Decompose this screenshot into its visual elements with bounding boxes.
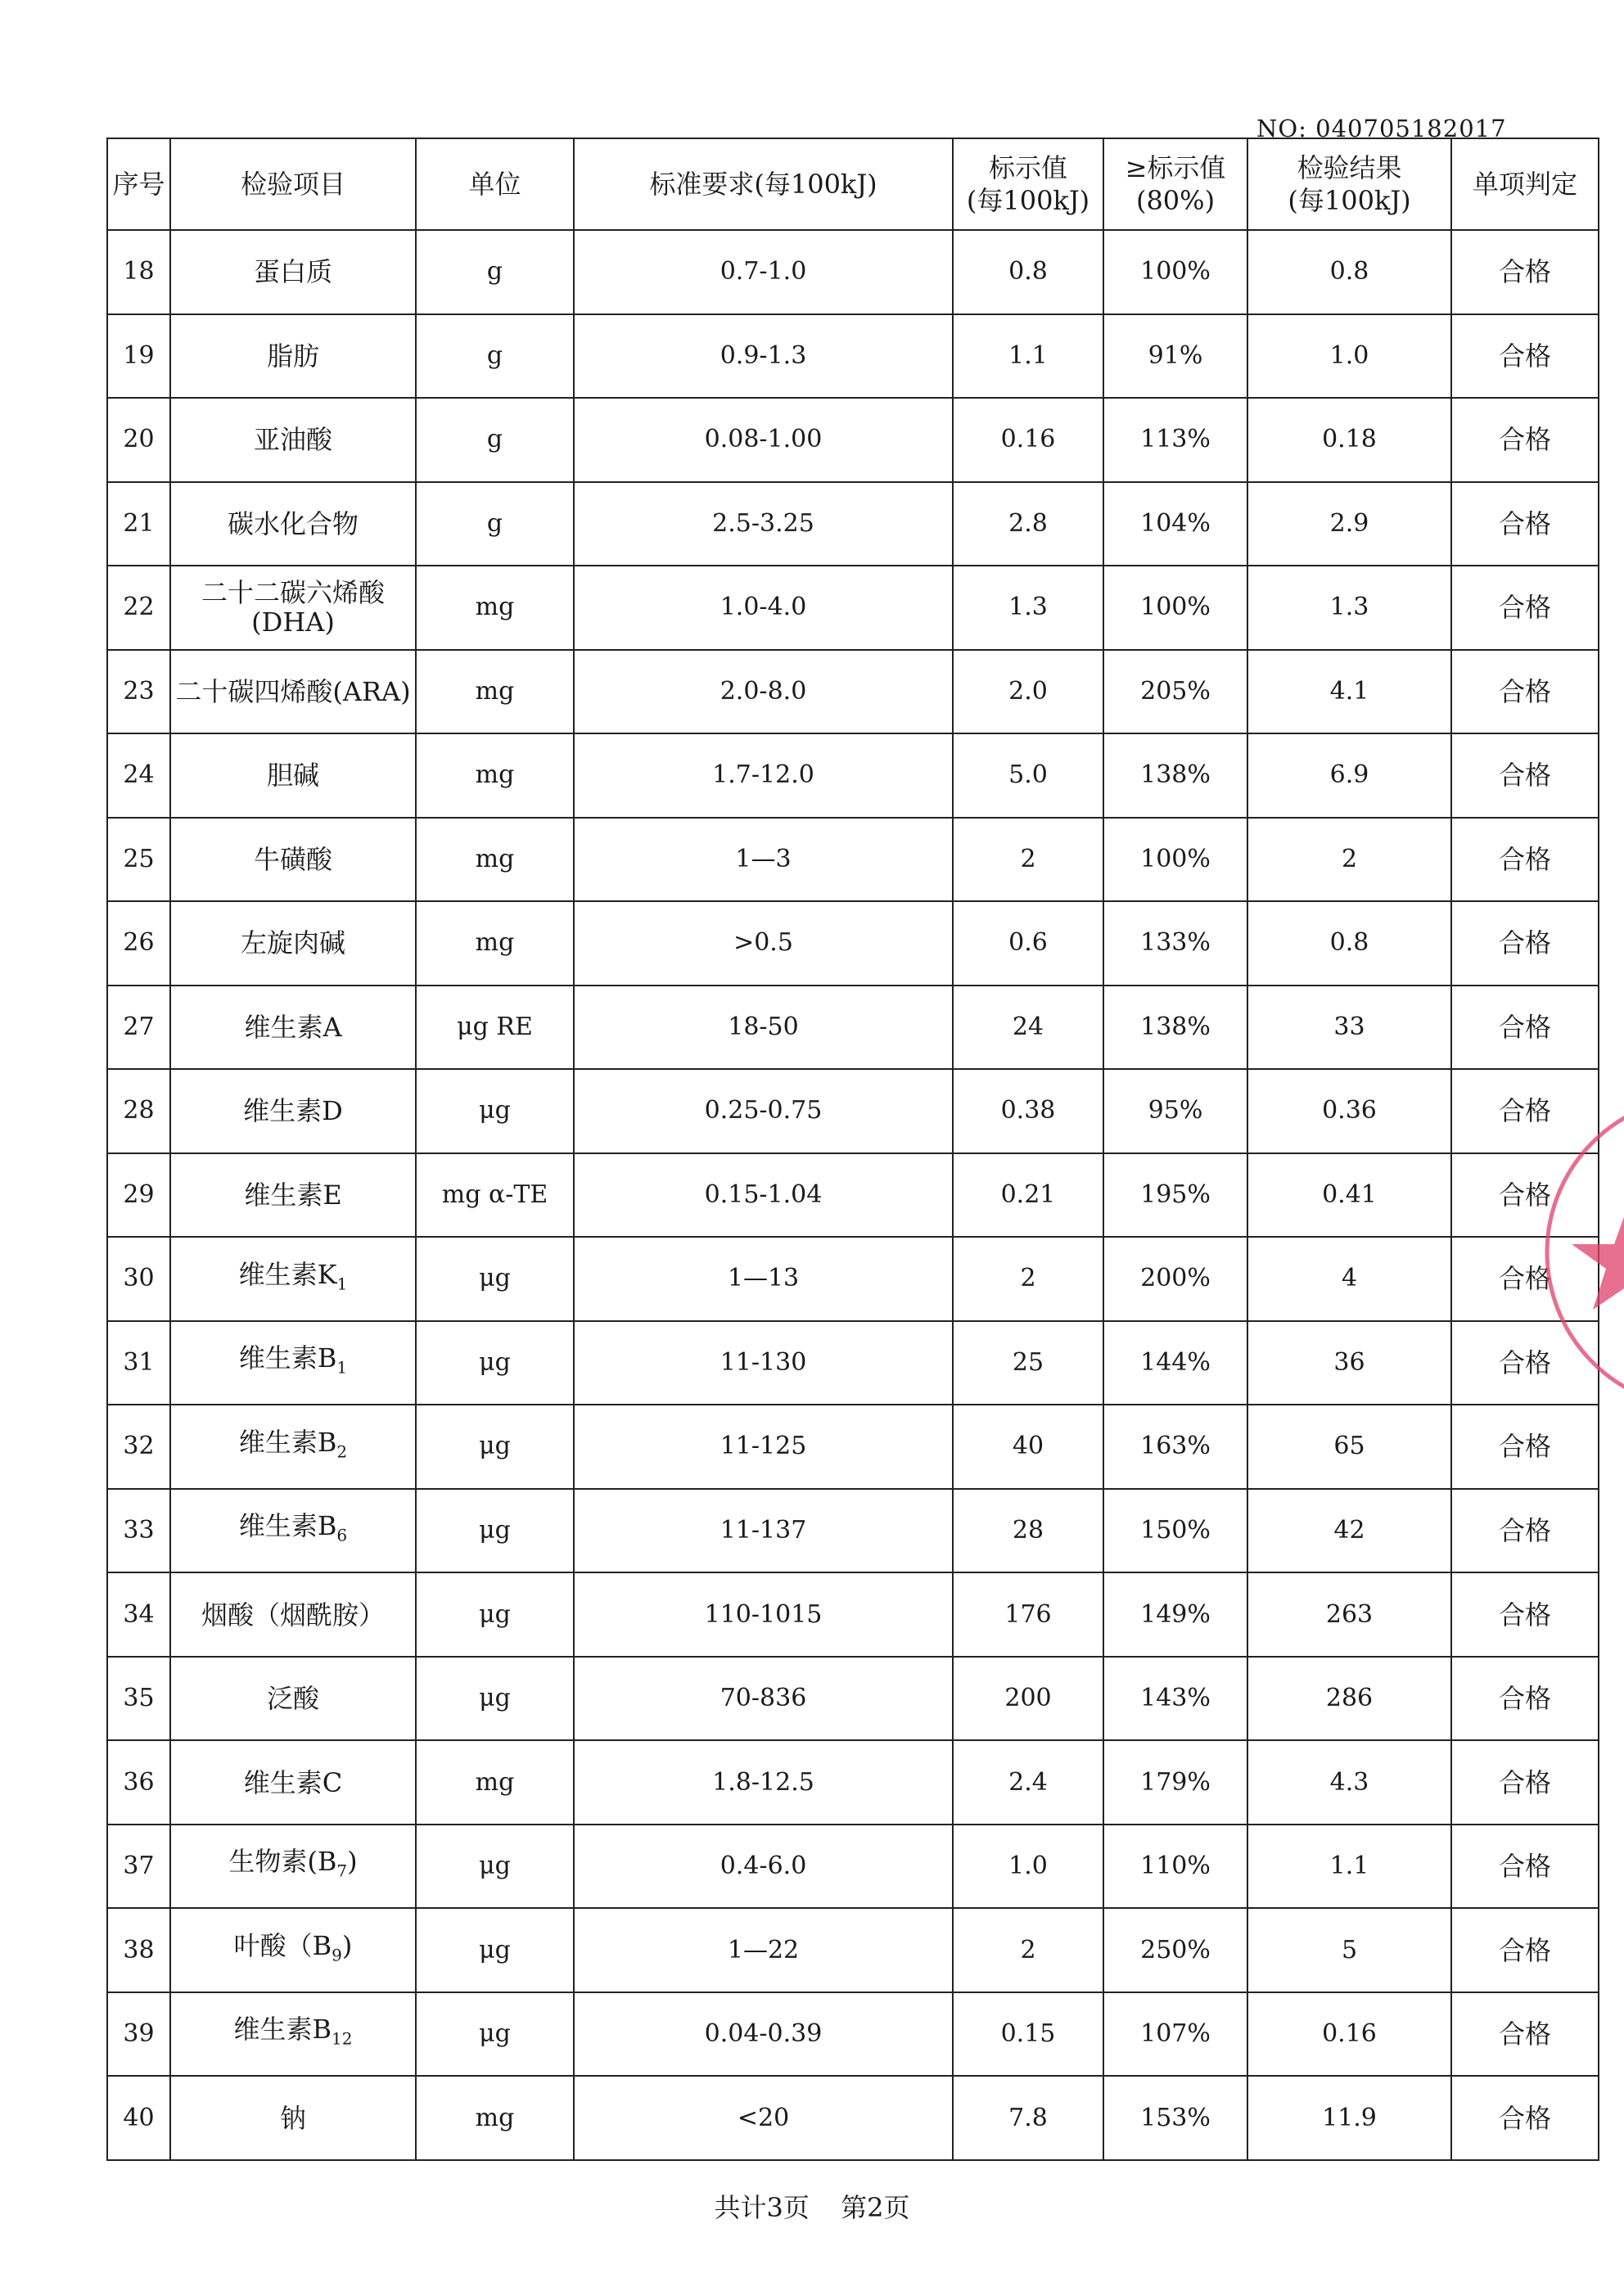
item-subscript: 1 (336, 1274, 348, 1294)
cell-no: 38 (107, 1908, 170, 1992)
cell-verdict: 合格 (1451, 733, 1599, 818)
header-no: 序号 (107, 138, 170, 230)
cell-standard: 2.0-8.0 (574, 650, 953, 734)
item-name: 胆碱 (266, 760, 319, 792)
item-subscript: 7 (336, 1861, 348, 1881)
cell-pct: 133% (1103, 901, 1247, 986)
table-row (107, 986, 1599, 1070)
report-number: NO: 040705182017 (1256, 115, 1507, 142)
cell-result: 1.1 (1247, 1825, 1451, 1909)
cell-standard: 11-125 (574, 1405, 953, 1489)
table-row (107, 1405, 1599, 1489)
cell-unit: mg (416, 901, 574, 986)
cell-label-value: 2.4 (953, 1740, 1103, 1825)
table-row (107, 1153, 1599, 1238)
cell-label-value: 0.6 (953, 901, 1103, 986)
item-name: 脂肪 (266, 340, 319, 372)
cell-pct: 150% (1103, 1489, 1247, 1573)
cell-pct: 91% (1103, 314, 1247, 399)
cell-verdict: 合格 (1451, 650, 1599, 734)
cell-verdict: 合格 (1451, 1237, 1599, 1321)
cell-no: 19 (107, 314, 170, 399)
item-name: 碳水化合物 (227, 507, 359, 539)
table-row (107, 1321, 1599, 1405)
cell-pct: 143% (1103, 1657, 1247, 1741)
cell-standard: 0.04-0.39 (574, 1992, 953, 2077)
cell-verdict: 合格 (1451, 482, 1599, 566)
cell-item (170, 1153, 416, 1238)
cell-unit: μg (416, 1908, 574, 1992)
header-standard: 标准要求(每100kJ) (574, 138, 953, 230)
table-row (107, 1740, 1599, 1825)
cell-standard: 70-836 (574, 1657, 953, 1741)
cell-item (170, 818, 416, 902)
table-row (107, 1825, 1599, 1909)
cell-unit: mg (416, 2076, 574, 2160)
cell-item (170, 901, 416, 986)
item-name: 维生素B (238, 1342, 337, 1374)
total-pages: 共计3页 (714, 2192, 810, 2223)
table-row (107, 1489, 1599, 1573)
cell-unit: μg (416, 1657, 574, 1741)
cell-verdict: 合格 (1451, 818, 1599, 902)
table-row (107, 398, 1599, 482)
cell-no: 29 (107, 1153, 170, 1238)
cell-pct: 138% (1103, 986, 1247, 1070)
cell-label-value: 7.8 (953, 2076, 1103, 2160)
cell-verdict: 合格 (1451, 1321, 1599, 1405)
cell-standard: 1—13 (574, 1237, 953, 1321)
cell-pct: 110% (1103, 1825, 1247, 1909)
cell-verdict: 合格 (1451, 2076, 1599, 2160)
item-subscript: 6 (336, 1525, 348, 1545)
cell-item (170, 1321, 416, 1405)
cell-verdict: 合格 (1451, 986, 1599, 1070)
cell-result: 5 (1247, 1908, 1451, 1992)
cell-verdict: 合格 (1451, 566, 1599, 650)
cell-verdict: 合格 (1451, 1740, 1599, 1825)
cell-label-value: 1.3 (953, 566, 1103, 650)
table-row (107, 818, 1599, 902)
cell-label-value: 0.15 (953, 1992, 1103, 2077)
header-result: 检验结果 (每100kJ) (1247, 138, 1451, 230)
cell-no: 20 (107, 398, 170, 482)
cell-standard: 0.25-0.75 (574, 1069, 953, 1153)
cell-no: 23 (107, 650, 170, 734)
cell-label-value: 0.16 (953, 398, 1103, 482)
cell-result: 4 (1247, 1237, 1451, 1321)
item-name: 维生素C (243, 1766, 343, 1798)
item-name: 维生素B (238, 1510, 337, 1542)
table-row (107, 2076, 1599, 2160)
cell-verdict: 合格 (1451, 901, 1599, 986)
cell-result: 0.8 (1247, 230, 1451, 314)
table-row (107, 1992, 1599, 2077)
cell-item (170, 566, 416, 650)
cell-standard: 1.7-12.0 (574, 733, 953, 818)
cell-unit: mg (416, 1740, 574, 1825)
cell-label-value: 2.8 (953, 482, 1103, 566)
item-subscript: 12 (332, 2028, 353, 2049)
table-row (107, 733, 1599, 818)
cell-item (170, 1908, 416, 1992)
test-results-table (106, 138, 1599, 2161)
header-unit: 单位 (416, 138, 574, 230)
cell-label-value: 24 (953, 986, 1103, 1070)
table-row (107, 1908, 1599, 1992)
cell-label-value: 25 (953, 1321, 1103, 1405)
cell-unit: g (416, 482, 574, 566)
cell-pct: 138% (1103, 733, 1247, 818)
header-pct: ≥标示值 (80%) (1103, 138, 1247, 230)
cell-result: 11.9 (1247, 2076, 1451, 2160)
header-item: 检验项目 (170, 138, 416, 230)
cell-item (170, 2076, 416, 2160)
cell-no: 30 (107, 1237, 170, 1321)
cell-label-value: 2 (953, 1908, 1103, 1992)
current-page: 第2页 (841, 2192, 910, 2223)
table-row (107, 901, 1599, 986)
cell-standard: 18-50 (574, 986, 953, 1070)
cell-standard: 11-130 (574, 1321, 953, 1405)
cell-no: 36 (107, 1740, 170, 1825)
cell-unit: μg (416, 1405, 574, 1489)
cell-no: 18 (107, 230, 170, 314)
cell-unit: g (416, 230, 574, 314)
cell-label-value: 2.0 (953, 650, 1103, 734)
page-footer (0, 2187, 1624, 2225)
cell-verdict: 合格 (1451, 1069, 1599, 1153)
cell-unit: mg (416, 650, 574, 734)
cell-result: 0.8 (1247, 901, 1451, 986)
cell-standard: <20 (574, 2076, 953, 2160)
item-name: 维生素K (238, 1258, 337, 1290)
cell-label-value: 0.8 (953, 230, 1103, 314)
table-row (107, 482, 1599, 566)
item-subscript: 9 (332, 1945, 342, 1965)
table-row (107, 1572, 1599, 1657)
cell-result: 1.3 (1247, 566, 1451, 650)
cell-label-value: 176 (953, 1572, 1103, 1657)
table-row (107, 650, 1599, 734)
item-name: 维生素A (244, 1011, 342, 1043)
item-name: 牛磺酸 (253, 843, 332, 875)
cell-pct: 195% (1103, 1153, 1247, 1238)
item-name: 维生素B (238, 1426, 337, 1458)
cell-no: 25 (107, 818, 170, 902)
cell-no: 21 (107, 482, 170, 566)
cell-standard: 0.08-1.00 (574, 398, 953, 482)
item-subscript: 2 (336, 1441, 348, 1462)
cell-unit: μg (416, 1069, 574, 1153)
table-row (107, 1657, 1599, 1741)
cell-no: 40 (107, 2076, 170, 2160)
cell-standard: 0.7-1.0 (574, 230, 953, 314)
cell-label-value: 0.21 (953, 1153, 1103, 1238)
cell-result: 2 (1247, 818, 1451, 902)
cell-standard: 110-1015 (574, 1572, 953, 1657)
cell-no: 26 (107, 901, 170, 986)
cell-verdict: 合格 (1451, 1825, 1599, 1909)
cell-standard: 0.9-1.3 (574, 314, 953, 399)
cell-pct: 100% (1103, 230, 1247, 314)
cell-item (170, 986, 416, 1070)
cell-item (170, 398, 416, 482)
cell-verdict: 合格 (1451, 1908, 1599, 1992)
cell-item (170, 314, 416, 399)
cell-no: 39 (107, 1992, 170, 2077)
cell-label-value: 40 (953, 1405, 1103, 1489)
cell-unit: μg (416, 1825, 574, 1909)
table-row (107, 1069, 1599, 1153)
cell-no: 28 (107, 1069, 170, 1153)
table-row (107, 566, 1599, 650)
cell-result: 263 (1247, 1572, 1451, 1657)
cell-standard: 11-137 (574, 1489, 953, 1573)
cell-result: 4.3 (1247, 1740, 1451, 1825)
header-verdict: 单项判定 (1451, 138, 1599, 230)
cell-item (170, 1489, 416, 1573)
item-name: 蛋白质 (253, 256, 332, 288)
cell-no: 37 (107, 1825, 170, 1909)
cell-pct: 144% (1103, 1321, 1247, 1405)
cell-standard: 1—22 (574, 1908, 953, 1992)
cell-pct: 153% (1103, 2076, 1247, 2160)
item-name: 维生素E (244, 1179, 342, 1211)
cell-pct: 179% (1103, 1740, 1247, 1825)
cell-label-value: 0.38 (953, 1069, 1103, 1153)
cell-pct: 205% (1103, 650, 1247, 734)
item-name: 泛酸 (266, 1683, 319, 1715)
cell-unit: μg (416, 1489, 574, 1573)
cell-item (170, 1572, 416, 1657)
cell-pct: 250% (1103, 1908, 1247, 1992)
cell-verdict: 合格 (1451, 314, 1599, 399)
item-suffix: ) (341, 1929, 353, 1961)
item-name: 烟酸（烟酰胺） (201, 1599, 385, 1631)
cell-item (170, 1405, 416, 1489)
cell-verdict: 合格 (1451, 1572, 1599, 1657)
cell-label-value: 2 (953, 818, 1103, 902)
cell-item (170, 1237, 416, 1321)
cell-unit: g (416, 398, 574, 482)
item-name: 生物素(B (228, 1846, 337, 1878)
cell-item (170, 1740, 416, 1825)
cell-label-value: 28 (953, 1489, 1103, 1573)
cell-label-value: 1.1 (953, 314, 1103, 399)
table-row (107, 314, 1599, 399)
cell-result: 65 (1247, 1405, 1451, 1489)
cell-unit: μg (416, 1992, 574, 2077)
cell-result: 36 (1247, 1321, 1451, 1405)
cell-result: 42 (1247, 1489, 1451, 1573)
cell-pct: 107% (1103, 1992, 1247, 2077)
item-suffix: ) (347, 1846, 358, 1878)
cell-no: 33 (107, 1489, 170, 1573)
cell-item (170, 1825, 416, 1909)
cell-result: 286 (1247, 1657, 1451, 1741)
cell-verdict: 合格 (1451, 1992, 1599, 2077)
cell-standard: 0.4-6.0 (574, 1825, 953, 1909)
item-name: 左旋肉碱 (240, 927, 345, 959)
cell-item (170, 230, 416, 314)
cell-unit: μg (416, 1572, 574, 1657)
cell-pct: 113% (1103, 398, 1247, 482)
cell-item (170, 1657, 416, 1741)
cell-pct: 100% (1103, 818, 1247, 902)
item-name: 维生素D (243, 1095, 343, 1127)
cell-unit: μg (416, 1237, 574, 1321)
cell-result: 0.41 (1247, 1153, 1451, 1238)
cell-unit: μg RE (416, 986, 574, 1070)
table-body (107, 230, 1599, 2160)
cell-item (170, 733, 416, 818)
cell-standard: 1.8-12.5 (574, 1740, 953, 1825)
cell-verdict: 合格 (1451, 1489, 1599, 1573)
item-name: 叶酸（B (233, 1929, 332, 1961)
cell-pct: 163% (1103, 1405, 1247, 1489)
cell-no: 31 (107, 1321, 170, 1405)
cell-no: 24 (107, 733, 170, 818)
cell-item (170, 482, 416, 566)
cell-pct: 200% (1103, 1237, 1247, 1321)
table-row (107, 230, 1599, 314)
cell-result: 6.9 (1247, 733, 1451, 818)
item-name: 二十二碳六烯酸 (DHA) (201, 577, 385, 638)
cell-unit: g (416, 314, 574, 399)
cell-result: 33 (1247, 986, 1451, 1070)
table-row (107, 1237, 1599, 1321)
cell-result: 0.16 (1247, 1992, 1451, 2077)
cell-standard: >0.5 (574, 901, 953, 986)
cell-verdict: 合格 (1451, 230, 1599, 314)
cell-verdict: 合格 (1451, 1657, 1599, 1741)
cell-label-value: 5.0 (953, 733, 1103, 818)
cell-standard: 1—3 (574, 818, 953, 902)
cell-result: 1.0 (1247, 314, 1451, 399)
cell-standard: 2.5-3.25 (574, 482, 953, 566)
cell-no: 22 (107, 566, 170, 650)
cell-result: 0.18 (1247, 398, 1451, 482)
cell-no: 27 (107, 986, 170, 1070)
cell-item (170, 1069, 416, 1153)
cell-standard: 0.15-1.04 (574, 1153, 953, 1238)
header-label-value: 标示值 (每100kJ) (953, 138, 1103, 230)
cell-verdict: 合格 (1451, 1153, 1599, 1238)
cell-pct: 104% (1103, 482, 1247, 566)
cell-item (170, 1992, 416, 2077)
cell-unit: mg α-TE (416, 1153, 574, 1238)
cell-result: 2.9 (1247, 482, 1451, 566)
cell-no: 34 (107, 1572, 170, 1657)
cell-verdict: 合格 (1451, 1405, 1599, 1489)
cell-unit: mg (416, 566, 574, 650)
cell-no: 35 (107, 1657, 170, 1741)
item-name: 二十碳四烯酸(ARA) (175, 675, 411, 707)
cell-unit: mg (416, 733, 574, 818)
cell-standard: 1.0-4.0 (574, 566, 953, 650)
cell-no: 32 (107, 1405, 170, 1489)
table-header-row (107, 138, 1599, 230)
cell-label-value: 2 (953, 1237, 1103, 1321)
cell-pct: 149% (1103, 1572, 1247, 1657)
cell-result: 4.1 (1247, 650, 1451, 734)
cell-pct: 100% (1103, 566, 1247, 650)
cell-result: 0.36 (1247, 1069, 1451, 1153)
item-name: 维生素B (233, 2014, 332, 2046)
item-subscript: 1 (336, 1357, 348, 1378)
cell-pct: 95% (1103, 1069, 1247, 1153)
item-name: 亚油酸 (253, 424, 332, 456)
cell-unit: mg (416, 818, 574, 902)
cell-item (170, 650, 416, 734)
cell-unit: μg (416, 1321, 574, 1405)
cell-verdict: 合格 (1451, 398, 1599, 482)
cell-label-value: 1.0 (953, 1825, 1103, 1909)
item-name: 钠 (279, 2102, 306, 2134)
cell-label-value: 200 (953, 1657, 1103, 1741)
